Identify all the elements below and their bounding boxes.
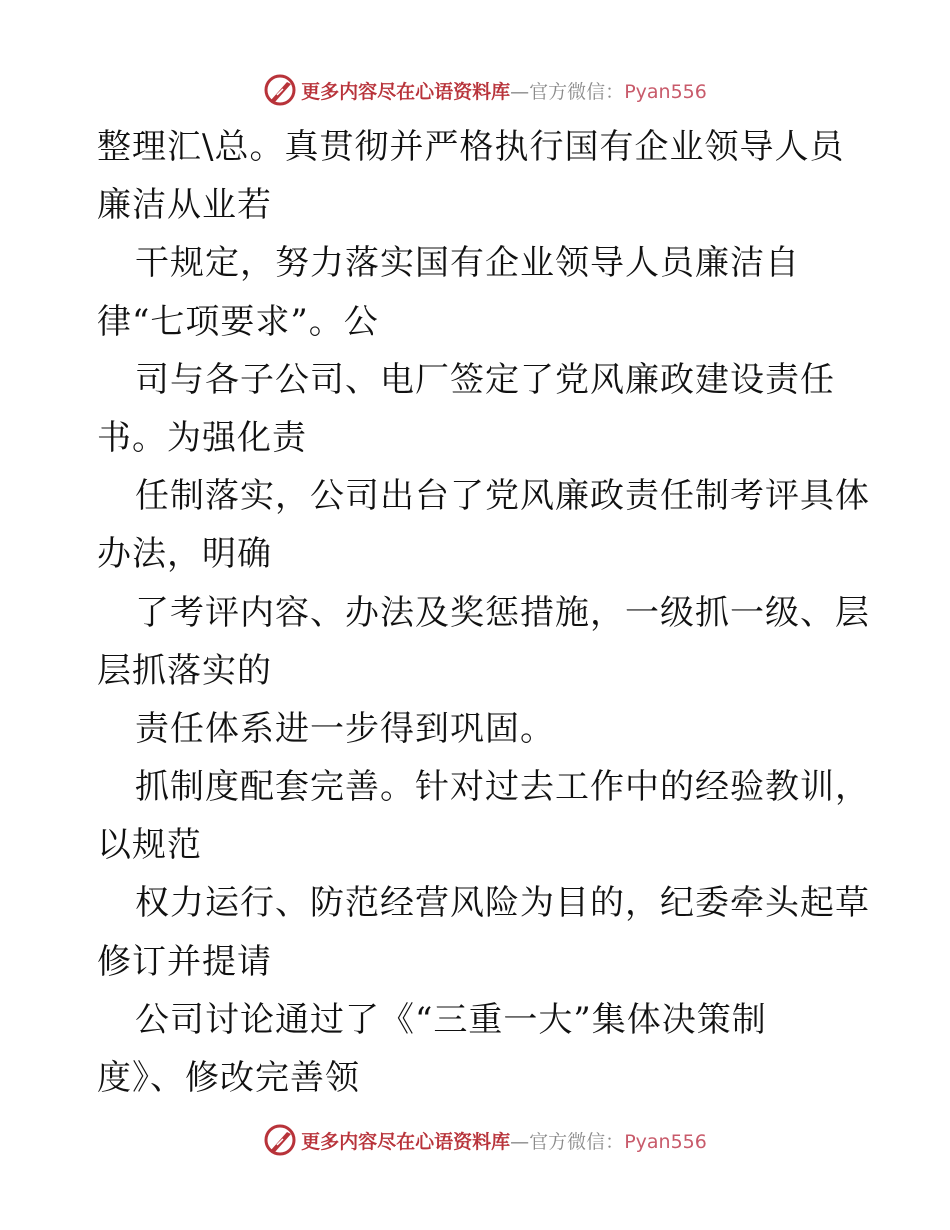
document-body [97, 118, 897, 1107]
text-line: 书。为强化责 [97, 417, 307, 458]
text-line: 任制落实，公司出台了党风廉政责任制考评具体 [135, 476, 870, 517]
text-line: 办法，明确 [97, 534, 272, 575]
banner-dash: — [510, 1130, 530, 1153]
banner-wechat-id: Pyan556 [624, 80, 707, 103]
banner-main-text: 更多内容尽在心语资料库 [301, 80, 511, 103]
text-line: 整理汇\总。真贯彻并严格执行国有企业领导人员 [97, 127, 845, 167]
banner-dash: — [510, 80, 530, 103]
quill-badge-icon [263, 73, 297, 107]
header-banner-inner [263, 73, 707, 107]
banner-wechat-id: Pyan556 [624, 1130, 707, 1153]
banner-wechat-label: 官方微信： [529, 1130, 625, 1153]
text-line: 干规定，努力落实国有企业领导人员廉洁自 [135, 243, 800, 284]
header-banner-text [301, 77, 707, 104]
footer-watermark-banner [0, 1120, 950, 1160]
text-line: 律“七项要求”。公 [97, 301, 379, 342]
text-line: 度》、修改完善领 [97, 1058, 360, 1098]
quill-badge-icon [263, 1123, 297, 1157]
text-line: 廉洁从业若 [97, 185, 272, 226]
text-line: 权力运行、防范经营风险为目的，纪委牵头起草 [135, 883, 870, 924]
header-watermark-banner [0, 70, 950, 110]
text-line: 层抓落实的 [97, 650, 272, 691]
text-line: 抓制度配套完善。针对过去工作中的经验教训， [135, 767, 870, 808]
text-line: 司与各子公司、电厂签定了党风廉政建设责任 [135, 359, 835, 400]
footer-banner-inner [263, 1123, 707, 1157]
text-line: 了考评内容、办法及奖惩措施，一级抓一级、层 [135, 592, 870, 633]
banner-main-text: 更多内容尽在心语资料库 [301, 1130, 511, 1153]
text-line: 责任体系进一步得到巩固。 [135, 708, 555, 749]
text-line: 修订并提请 [97, 941, 272, 982]
text-line: 以规范 [97, 825, 202, 866]
footer-banner-text [301, 1127, 707, 1154]
text-line: 公司讨论通过了《“三重一大”集体决策制 [135, 999, 767, 1040]
banner-wechat-label: 官方微信： [529, 80, 625, 103]
